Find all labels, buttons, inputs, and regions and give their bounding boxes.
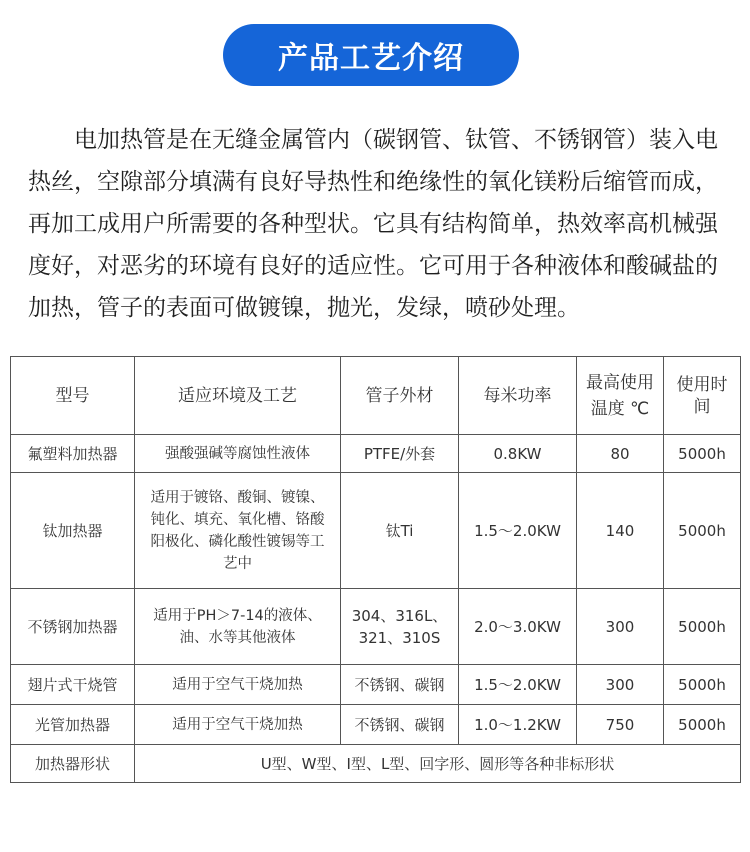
table-row — [11, 665, 741, 705]
cell-power: 2.0～3.0KW — [459, 589, 577, 665]
cell-life: 5000h — [664, 473, 741, 589]
cell-model: 光管加热器 — [11, 705, 135, 745]
table-row — [11, 589, 741, 665]
cell-max-temp: 140 — [577, 473, 664, 589]
cell-max-temp: 80 — [577, 435, 664, 473]
col-header-max-temp: 最高使用温度 ℃ — [577, 357, 664, 435]
cell-material: PTFE/外套 — [341, 435, 459, 473]
table-footer-row — [11, 745, 741, 783]
cell-process: 强酸强碱等腐蚀性液体 — [135, 435, 341, 473]
cell-material: 304、316L、321、310S — [341, 589, 459, 665]
cell-model: 不锈钢加热器 — [11, 589, 135, 665]
spec-table — [10, 356, 741, 783]
cell-model: 钛加热器 — [11, 473, 135, 589]
cell-max-temp: 300 — [577, 665, 664, 705]
col-header-process: 适应环境及工艺 — [135, 357, 341, 435]
table-row — [11, 435, 741, 473]
shape-value: U型、W型、I型、L型、回字形、圆形等各种非标形状 — [135, 745, 741, 783]
cell-material: 不锈钢、碳钢 — [341, 705, 459, 745]
cell-life: 5000h — [664, 705, 741, 745]
cell-life: 5000h — [664, 589, 741, 665]
cell-material: 钛Ti — [341, 473, 459, 589]
cell-power: 1.0～1.2KW — [459, 705, 577, 745]
page-title: 产品工艺介绍 — [223, 24, 519, 86]
cell-max-temp: 300 — [577, 589, 664, 665]
cell-life: 5000h — [664, 665, 741, 705]
cell-process: 适用于空气干烧加热 — [135, 665, 341, 705]
cell-model: 翅片式干烧管 — [11, 665, 135, 705]
cell-max-temp: 750 — [577, 705, 664, 745]
cell-process: 适用于空气干烧加热 — [135, 705, 341, 745]
cell-power: 1.5～2.0KW — [459, 473, 577, 589]
table-row — [11, 473, 741, 589]
table-row — [11, 705, 741, 745]
cell-material: 不锈钢、碳钢 — [341, 665, 459, 705]
intro-paragraph: 电加热管是在无缝金属管内（碳钢管、钛管、不锈钢管）装入电热丝，空隙部分填满有良好导热性和绝缘性的氧化镁粉后缩管而成，再加工成用户所需要的各种型状。它具有结构简单，热效率高机械强度好，对恶劣的环境有良好的适应性。它可用于各种液体和酸碱盐的加热，管子的表面可做镀镍，抛光，发绿，喷砂处理。 — [28, 127, 718, 321]
shape-label: 加热器形状 — [11, 745, 135, 783]
col-header-material: 管子外材 — [341, 357, 459, 435]
cell-life: 5000h — [664, 435, 741, 473]
cell-process: 适用于镀铬、酸铜、镀镍、钝化、填充、氧化槽、铬酸阳极化、磷化酸性镀锡等工艺中 — [135, 473, 341, 589]
cell-power: 0.8KW — [459, 435, 577, 473]
col-header-power: 每米功率 — [459, 357, 577, 435]
cell-process: 适用于PH＞7-14的液体、油、水等其他液体 — [135, 589, 341, 665]
table-header-row — [11, 357, 741, 435]
col-header-model: 型号 — [11, 357, 135, 435]
cell-model: 氟塑料加热器 — [11, 435, 135, 473]
cell-power: 1.5～2.0KW — [459, 665, 577, 705]
col-header-life: 使用时间 — [664, 357, 741, 435]
